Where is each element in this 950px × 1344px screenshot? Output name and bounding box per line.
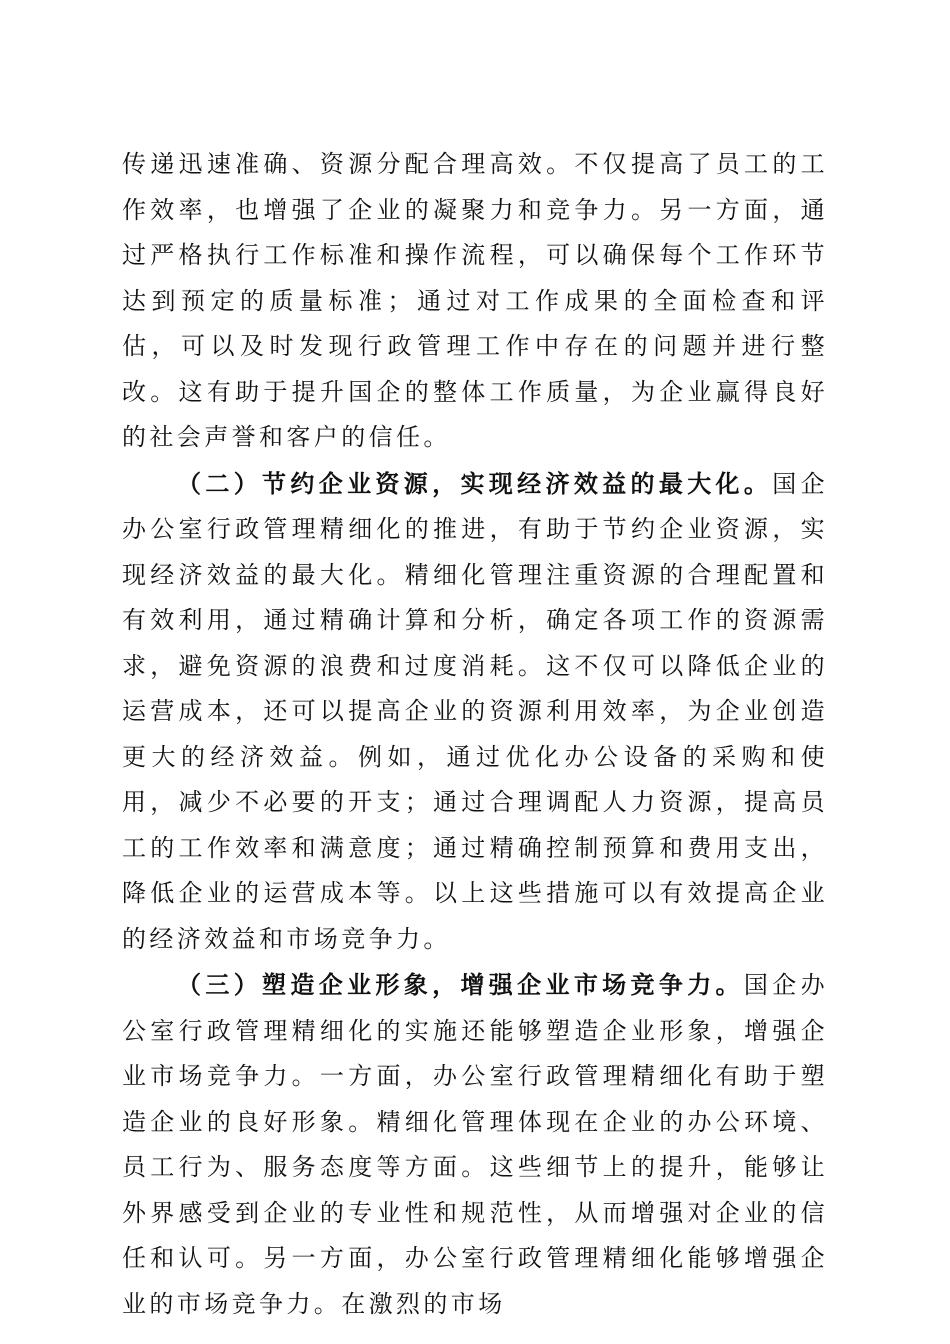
paragraph-section-2: [122, 461, 828, 963]
paragraph-section-3: [122, 962, 828, 1327]
paragraph-continuation: [122, 142, 828, 461]
section-heading: （三）塑造企业形象，增强企业市场竞争力。: [177, 970, 744, 999]
section-heading: （二）节约企业资源，实现经济效益的最大化。: [177, 468, 773, 498]
paragraph-body: 传递迅速准确、资源分配合理高效。不仅提高了员工的工作效率，也增强了企业的凝聚力和竞争力。另一方面，通过严格执行工作标准和操作流程，可以确保每个工作环节达到预定的质量标准；通过对工作成果的全面检查和评估，可以及时发现行政管理工作中存在的问题并进行整改。这有助于提升国企的整体工作质量，为企业赢得良好的社会声誉和客户的信任。: [122, 150, 828, 451]
body-text: [122, 142, 828, 1327]
paragraph-body: 国企办公室行政管理精细化的实施还能够塑造企业形象，增强企业市场竞争力。一方面，办公室行政管理精细化有助于塑造企业的良好形象。精细化管理体现在企业的办公环境、员工行为、服务态度等方面。这些细节上的提升，能够让外界感受到企业的专业性和规范性，从而增强对企业的信任和认可。另一方面，办公室行政管理精细化能够增强企业的市场竞争力。在激烈的市场: [122, 971, 828, 1318]
paragraph-body: 国企办公室行政管理精细化的推进，有助于节约企业资源，实现经济效益的最大化。精细化管理注重资源的合理配置和有效利用，通过精确计算和分析，确定各项工作的资源需求，避免资源的浪费和过度消耗。这不仅可以降低企业的运营成本，还可以提高企业的资源利用效率，为企业创造更大的经济效益。例如，通过优化办公设备的采购和使用，减少不必要的开支；通过合理调配人力资源，提高员工的工作效率和满意度；通过精确控制预算和费用支出，降低企业的运营成本等。以上这些措施可以有效提高企业的经济效益和市场竞争力。: [122, 469, 828, 953]
